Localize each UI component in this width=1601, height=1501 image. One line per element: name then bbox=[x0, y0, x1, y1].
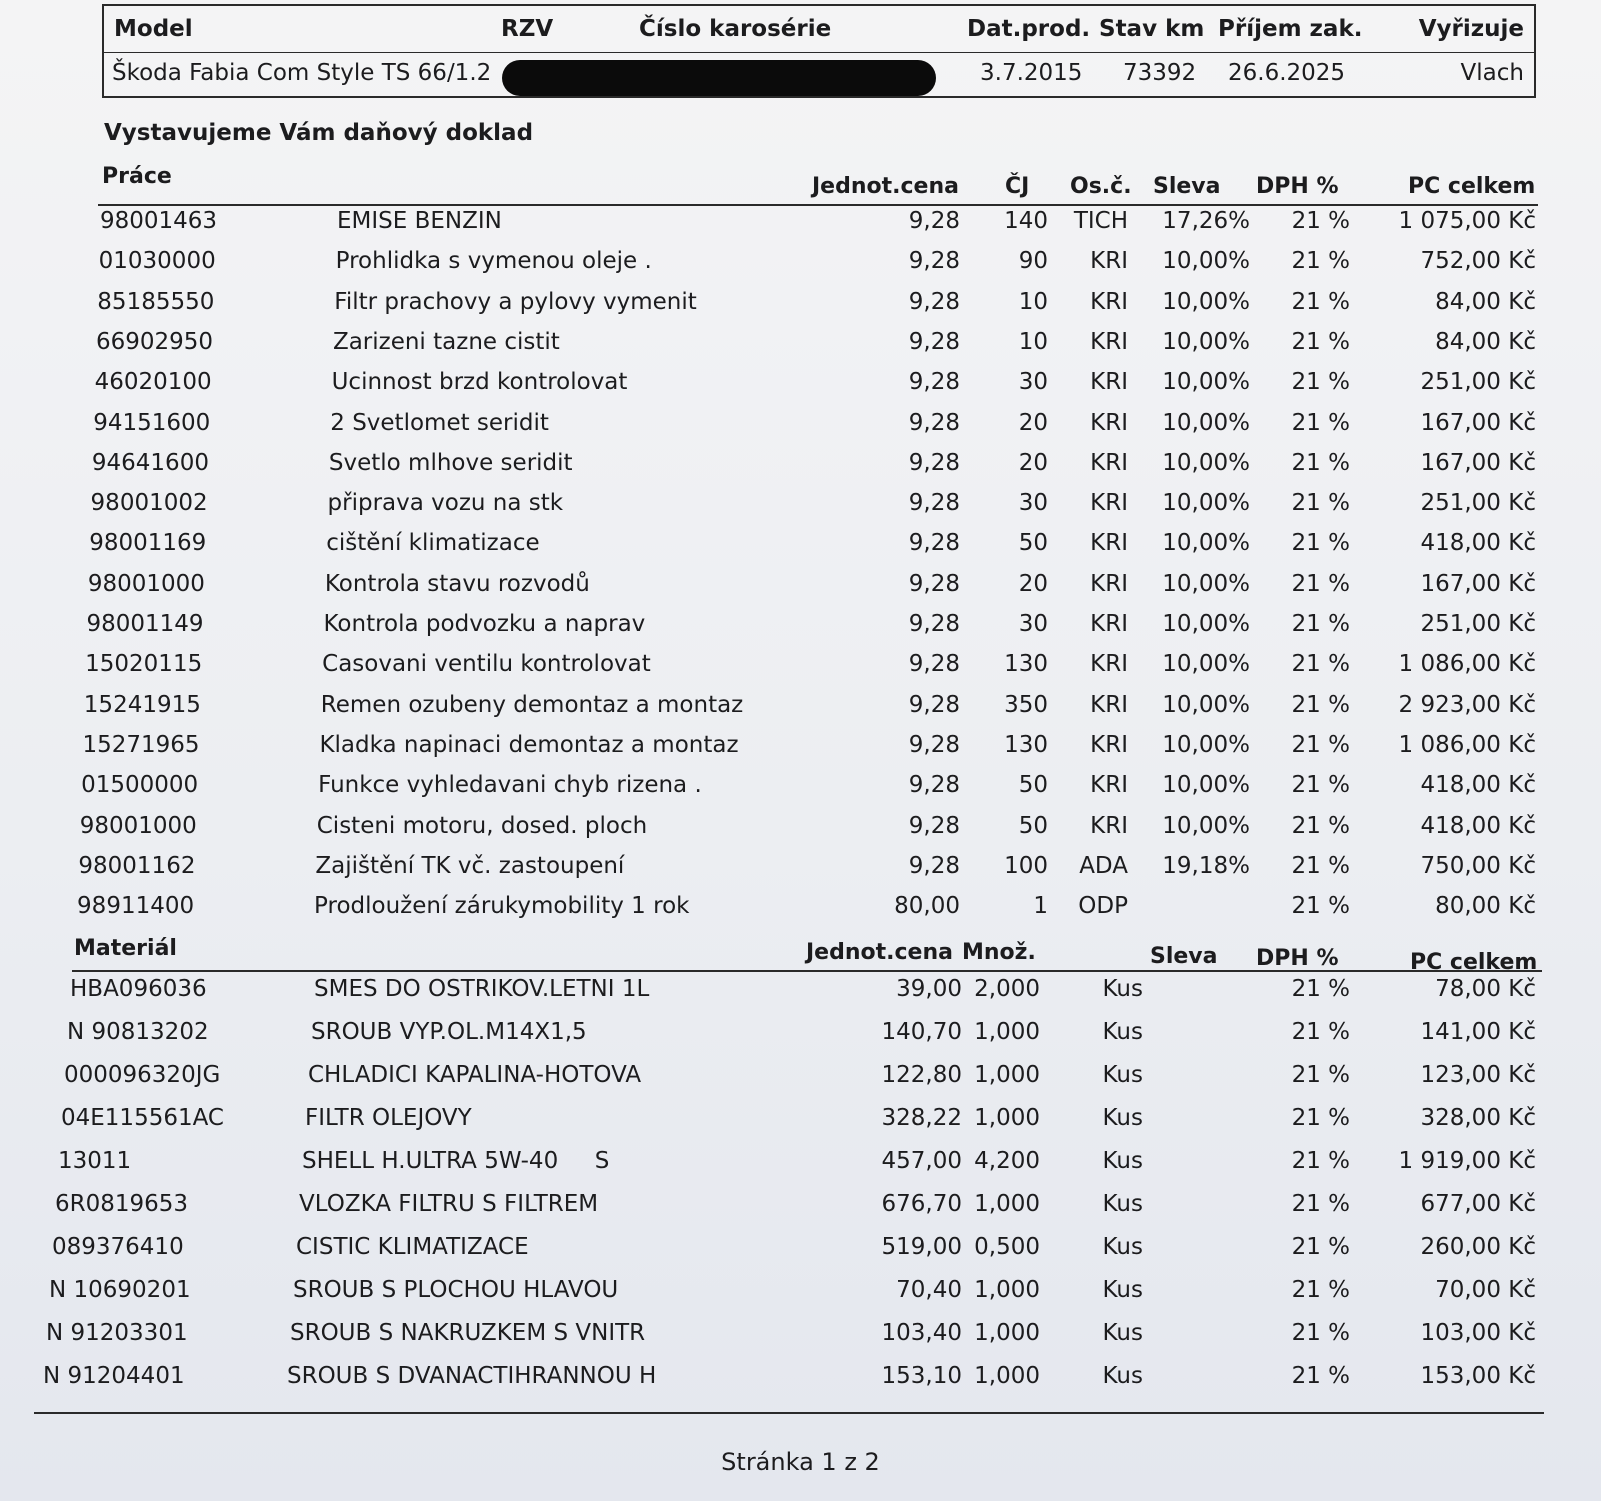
work-unit-price: 9,28 bbox=[908, 651, 960, 678]
material-code: 089376410 bbox=[52, 1234, 184, 1260]
work-total: 84,00 Kč bbox=[1435, 328, 1536, 355]
material-total: 260,00 Kč bbox=[1420, 1234, 1536, 1260]
material-qty: 1,000 bbox=[974, 1363, 1040, 1389]
material-description: FILTR OLEJOVY bbox=[305, 1105, 472, 1131]
work-description: Prohlidka s vymenou oleje . bbox=[335, 248, 652, 275]
work-discount: 10,00% bbox=[1162, 691, 1250, 718]
work-person: KRI bbox=[1090, 288, 1128, 315]
material-vat: 21 % bbox=[1291, 1363, 1350, 1389]
header-divider bbox=[104, 52, 1534, 53]
work-col-unit-price: Jednot.cena bbox=[812, 174, 959, 199]
label-model: Model bbox=[114, 16, 193, 42]
work-total: 418,00 Kč bbox=[1420, 772, 1536, 799]
material-vat: 21 % bbox=[1291, 1234, 1350, 1260]
work-discount: 10,00% bbox=[1162, 248, 1250, 275]
work-person: KRI bbox=[1090, 570, 1128, 597]
work-description: Kontrola podvozku a naprav bbox=[323, 611, 646, 637]
work-discount: 10,00% bbox=[1162, 369, 1250, 396]
material-vat: 21 % bbox=[1291, 1105, 1350, 1131]
work-vat: 21 % bbox=[1291, 328, 1350, 355]
work-unit-price: 9,28 bbox=[908, 731, 960, 758]
value-production-date: 3.7.2015 bbox=[980, 60, 1083, 86]
material-col-qty: Množ. bbox=[962, 940, 1036, 965]
redaction-bar bbox=[502, 60, 936, 96]
work-person: KRI bbox=[1090, 772, 1128, 799]
material-qty: 1,000 bbox=[974, 1019, 1040, 1045]
work-total: 1 075,00 Kč bbox=[1398, 208, 1536, 234]
material-qty: 1,000 bbox=[974, 1105, 1040, 1131]
work-discount: 19,18% bbox=[1162, 852, 1250, 879]
work-code: 15020115 bbox=[85, 651, 203, 678]
material-description: VLOZKA FILTRU S FILTREM bbox=[299, 1191, 599, 1217]
material-vat: 21 % bbox=[1291, 1148, 1350, 1174]
work-unit-price: 9,28 bbox=[908, 208, 960, 234]
work-total: 251,00 Kč bbox=[1420, 611, 1536, 637]
table-row bbox=[67, 1019, 1540, 1057]
material-unit-price: 153,10 bbox=[881, 1363, 962, 1389]
label-mileage: Stav km bbox=[1099, 16, 1205, 42]
table-row bbox=[89, 530, 1540, 568]
work-unit-price: 9,28 bbox=[908, 248, 960, 275]
label-intake: Příjem zak. bbox=[1218, 16, 1363, 42]
work-discount: 10,00% bbox=[1162, 490, 1250, 517]
work-unit-price: 9,28 bbox=[908, 328, 960, 355]
work-total: 418,00 Kč bbox=[1420, 812, 1536, 839]
page-number: Stránka 1 z 2 bbox=[721, 1448, 880, 1476]
material-total: 123,00 Kč bbox=[1420, 1062, 1536, 1088]
material-col-discount: Sleva bbox=[1150, 944, 1218, 969]
work-cj: 350 bbox=[1004, 691, 1048, 718]
value-mileage: 73392 bbox=[1123, 60, 1197, 86]
work-description: 2 Svetlomet seridit bbox=[330, 409, 549, 436]
work-cj: 50 bbox=[1018, 772, 1048, 799]
material-code: N 90813202 bbox=[67, 1019, 209, 1045]
work-vat: 21 % bbox=[1291, 530, 1350, 557]
table-row bbox=[96, 329, 1540, 367]
table-row bbox=[43, 1363, 1540, 1401]
work-unit-price: 9,28 bbox=[908, 772, 960, 799]
work-vat: 21 % bbox=[1291, 812, 1350, 839]
material-description: SMES DO OSTRIKOV.LETNI 1L bbox=[314, 976, 650, 1002]
work-person: KRI bbox=[1090, 449, 1128, 476]
work-code: 94641600 bbox=[91, 449, 209, 476]
work-cj: 30 bbox=[1018, 611, 1048, 637]
work-cj: 50 bbox=[1018, 812, 1048, 839]
value-model: Škoda Fabia Com Style TS 66/1.2 bbox=[112, 60, 492, 86]
work-total: 1 086,00 Kč bbox=[1398, 731, 1536, 758]
material-vat: 21 % bbox=[1291, 1019, 1350, 1045]
work-vat: 21 % bbox=[1291, 570, 1350, 597]
material-code: 000096320JG bbox=[64, 1062, 221, 1088]
material-description: CHLADICI KAPALINA-HOTOVA bbox=[308, 1062, 642, 1088]
table-row bbox=[88, 571, 1540, 609]
work-code: 98001149 bbox=[86, 611, 204, 637]
work-description: Zajištění TK vč. zastoupení bbox=[315, 852, 625, 879]
table-row bbox=[80, 813, 1540, 851]
material-col-unit-price: Jednot.cena bbox=[806, 940, 953, 965]
material-description: SROUB S DVANACTIHRANNOU H bbox=[287, 1363, 657, 1389]
work-total: 167,00 Kč bbox=[1420, 409, 1536, 436]
work-discount: 10,00% bbox=[1162, 772, 1250, 799]
table-row bbox=[85, 651, 1540, 689]
work-code: 15271965 bbox=[82, 731, 200, 758]
work-code: 01030000 bbox=[98, 248, 216, 275]
work-col-cj: ČJ bbox=[1005, 174, 1030, 199]
work-person: KRI bbox=[1090, 691, 1128, 718]
material-qty: 1,000 bbox=[974, 1062, 1040, 1088]
table-row bbox=[81, 772, 1540, 810]
work-person: ADA bbox=[1079, 852, 1128, 879]
work-unit-price: 9,28 bbox=[908, 812, 960, 839]
material-unit-price: 70,40 bbox=[896, 1277, 962, 1303]
work-vat: 21 % bbox=[1291, 288, 1350, 315]
work-person: KRI bbox=[1090, 812, 1128, 839]
work-total: 1 086,00 Kč bbox=[1398, 651, 1536, 678]
work-code: 98001162 bbox=[78, 852, 196, 879]
work-person: KRI bbox=[1090, 731, 1128, 758]
work-discount: 10,00% bbox=[1162, 288, 1250, 315]
material-code: N 10690201 bbox=[49, 1277, 191, 1303]
material-total: 677,00 Kč bbox=[1420, 1191, 1536, 1217]
value-handler: Vlach bbox=[1460, 60, 1524, 86]
work-code: 98911400 bbox=[77, 893, 195, 920]
work-cj: 30 bbox=[1018, 369, 1048, 396]
material-unit-price: 676,70 bbox=[881, 1191, 962, 1217]
work-col-total: PC celkem bbox=[1408, 174, 1536, 199]
table-row bbox=[91, 490, 1540, 528]
table-row bbox=[64, 1062, 1540, 1100]
work-total: 2 923,00 Kč bbox=[1398, 691, 1536, 718]
work-description: Remen ozubeny demontaz a montaz bbox=[320, 691, 744, 718]
work-unit-price: 9,28 bbox=[908, 570, 960, 597]
material-total: 78,00 Kč bbox=[1435, 976, 1536, 1002]
work-total: 80,00 Kč bbox=[1435, 893, 1536, 920]
work-discount: 10,00% bbox=[1162, 409, 1250, 436]
table-row bbox=[97, 289, 1540, 327]
material-code: N 91204401 bbox=[43, 1363, 185, 1389]
material-col-vat: DPH % bbox=[1256, 946, 1339, 971]
table-row bbox=[93, 410, 1540, 448]
material-unit: Kus bbox=[1102, 1277, 1143, 1303]
material-vat: 21 % bbox=[1291, 1191, 1350, 1217]
work-code: 94151600 bbox=[93, 409, 211, 436]
label-body-number: Číslo karosérie bbox=[639, 16, 832, 42]
work-description: Kontrola stavu rozvodů bbox=[324, 570, 590, 597]
work-cj: 50 bbox=[1018, 530, 1048, 557]
table-row bbox=[77, 893, 1540, 931]
material-unit: Kus bbox=[1102, 1105, 1143, 1131]
work-person: ODP bbox=[1078, 893, 1128, 920]
vehicle-header-box bbox=[102, 4, 1536, 98]
material-qty: 1,000 bbox=[974, 1320, 1040, 1346]
work-unit-price: 9,28 bbox=[908, 369, 960, 396]
material-total: 103,00 Kč bbox=[1420, 1320, 1536, 1346]
work-discount: 10,00% bbox=[1162, 651, 1250, 678]
work-discount: 10,00% bbox=[1162, 328, 1250, 355]
material-unit-price: 122,80 bbox=[881, 1062, 962, 1088]
work-description: Filtr prachovy a pylovy vymenit bbox=[334, 288, 697, 315]
work-cj: 20 bbox=[1018, 409, 1048, 436]
material-unit: Kus bbox=[1102, 976, 1143, 1002]
material-unit-price: 457,00 bbox=[881, 1148, 962, 1174]
work-vat: 21 % bbox=[1291, 772, 1350, 799]
material-qty: 1,000 bbox=[974, 1191, 1040, 1217]
work-person: KRI bbox=[1090, 530, 1128, 557]
work-unit-price: 9,28 bbox=[908, 691, 960, 718]
work-description: EMISE BENZIN bbox=[337, 208, 502, 234]
work-cj: 1 bbox=[1033, 893, 1048, 920]
work-col-person: Os.č. bbox=[1070, 174, 1132, 199]
work-cj: 140 bbox=[1004, 208, 1048, 234]
work-cj: 90 bbox=[1018, 248, 1048, 275]
material-code: 13011 bbox=[58, 1148, 132, 1174]
material-description: SROUB VYP.OL.M14X1,5 bbox=[311, 1019, 587, 1045]
work-cj: 100 bbox=[1004, 852, 1048, 879]
table-row bbox=[95, 369, 1540, 407]
work-vat: 21 % bbox=[1291, 369, 1350, 396]
table-row bbox=[61, 1105, 1540, 1143]
material-unit: Kus bbox=[1102, 1191, 1143, 1217]
work-vat: 21 % bbox=[1291, 611, 1350, 637]
material-total: 70,00 Kč bbox=[1435, 1277, 1536, 1303]
material-unit: Kus bbox=[1102, 1019, 1143, 1045]
work-discount: 10,00% bbox=[1162, 611, 1250, 637]
work-col-vat: DPH % bbox=[1256, 174, 1339, 199]
document-title: Vystavujeme Vám daňový doklad bbox=[104, 120, 534, 146]
work-code: 85185550 bbox=[97, 288, 215, 315]
work-unit-price: 9,28 bbox=[908, 449, 960, 476]
material-qty: 2,000 bbox=[974, 976, 1040, 1002]
work-discount: 17,26% bbox=[1162, 208, 1250, 234]
work-person: TICH bbox=[1073, 208, 1128, 234]
work-total: 418,00 Kč bbox=[1420, 530, 1536, 557]
work-description: Cisteni motoru, dosed. ploch bbox=[316, 812, 648, 839]
work-total: 167,00 Kč bbox=[1420, 570, 1536, 597]
work-description: Ucinnost brzd kontrolovat bbox=[331, 369, 628, 396]
work-person: KRI bbox=[1090, 328, 1128, 355]
material-vat: 21 % bbox=[1291, 1320, 1350, 1346]
work-unit-price: 9,28 bbox=[908, 409, 960, 436]
material-code: 6R0819653 bbox=[55, 1191, 189, 1217]
value-intake: 26.6.2025 bbox=[1228, 60, 1346, 86]
material-qty: 0,500 bbox=[974, 1234, 1040, 1260]
work-total: 752,00 Kč bbox=[1420, 248, 1536, 275]
material-vat: 21 % bbox=[1291, 1277, 1350, 1303]
work-cj: 10 bbox=[1018, 288, 1048, 315]
work-code: 98001000 bbox=[79, 812, 197, 839]
table-row bbox=[46, 1320, 1540, 1358]
work-unit-price: 80,00 bbox=[894, 893, 960, 920]
work-description: Casovani ventilu kontrolovat bbox=[322, 651, 651, 678]
material-code: N 91203301 bbox=[46, 1320, 188, 1346]
work-discount: 10,00% bbox=[1162, 449, 1250, 476]
work-code: 98001463 bbox=[100, 208, 218, 234]
work-col-discount: Sleva bbox=[1153, 174, 1221, 199]
material-code: 04E115561AC bbox=[61, 1105, 224, 1131]
work-total: 251,00 Kč bbox=[1420, 490, 1536, 517]
material-code: HBA096036 bbox=[70, 976, 207, 1002]
work-cj: 30 bbox=[1018, 490, 1048, 517]
material-vat: 21 % bbox=[1291, 1062, 1350, 1088]
work-code: 98001169 bbox=[89, 530, 207, 557]
work-person: KRI bbox=[1090, 651, 1128, 678]
material-unit-price: 519,00 bbox=[881, 1234, 962, 1260]
work-vat: 21 % bbox=[1291, 449, 1350, 476]
work-discount: 10,00% bbox=[1162, 812, 1250, 839]
material-unit-price: 328,22 bbox=[881, 1105, 962, 1131]
table-row bbox=[78, 853, 1540, 891]
material-total: 141,00 Kč bbox=[1420, 1019, 1536, 1045]
work-header-rule bbox=[98, 204, 1538, 206]
table-row bbox=[99, 248, 1540, 286]
work-unit-price: 9,28 bbox=[908, 852, 960, 879]
material-total: 328,00 Kč bbox=[1420, 1105, 1536, 1131]
material-vat: 21 % bbox=[1291, 976, 1350, 1002]
work-description: cištění klimatizace bbox=[326, 530, 540, 557]
material-section-label: Materiál bbox=[74, 936, 177, 961]
work-total: 750,00 Kč bbox=[1420, 852, 1536, 879]
work-unit-price: 9,28 bbox=[908, 611, 960, 637]
work-total: 167,00 Kč bbox=[1420, 449, 1536, 476]
work-total: 84,00 Kč bbox=[1435, 288, 1536, 315]
material-unit-price: 103,40 bbox=[881, 1320, 962, 1346]
work-vat: 21 % bbox=[1291, 409, 1350, 436]
table-row bbox=[70, 976, 1540, 1014]
material-description: CISTIC KLIMATIZACE bbox=[296, 1234, 529, 1260]
material-unit: Kus bbox=[1102, 1148, 1143, 1174]
material-total: 1 919,00 Kč bbox=[1398, 1148, 1536, 1174]
work-vat: 21 % bbox=[1291, 852, 1350, 879]
work-vat: 21 % bbox=[1291, 490, 1350, 517]
table-row bbox=[58, 1148, 1540, 1186]
work-unit-price: 9,28 bbox=[908, 490, 960, 517]
work-cj: 130 bbox=[1004, 731, 1048, 758]
table-row bbox=[82, 732, 1540, 770]
work-code: 01500000 bbox=[81, 772, 199, 799]
work-code: 46020100 bbox=[94, 369, 212, 396]
label-rzv: RZV bbox=[501, 16, 554, 42]
work-unit-price: 9,28 bbox=[908, 288, 960, 315]
material-qty: 1,000 bbox=[974, 1277, 1040, 1303]
material-header-rule bbox=[72, 970, 1542, 972]
material-unit: Kus bbox=[1102, 1062, 1143, 1088]
work-total: 251,00 Kč bbox=[1420, 369, 1536, 396]
work-vat: 21 % bbox=[1291, 651, 1350, 678]
material-description: SHELL H.ULTRA 5W-40 S bbox=[302, 1148, 610, 1174]
work-person: KRI bbox=[1090, 248, 1128, 275]
work-cj: 20 bbox=[1018, 449, 1048, 476]
material-total: 153,00 Kč bbox=[1420, 1363, 1536, 1389]
work-discount: 10,00% bbox=[1162, 530, 1250, 557]
material-unit-price: 140,70 bbox=[881, 1019, 962, 1045]
material-description: SROUB S NAKRUZKEM S VNITR bbox=[290, 1320, 646, 1346]
work-code: 66902950 bbox=[95, 328, 214, 355]
work-code: 15241915 bbox=[83, 691, 201, 718]
work-description: Prodloužení zárukymobility 1 rok bbox=[314, 893, 690, 920]
table-row bbox=[55, 1191, 1540, 1229]
material-unit: Kus bbox=[1102, 1234, 1143, 1260]
work-vat: 21 % bbox=[1291, 893, 1350, 920]
work-person: KRI bbox=[1090, 611, 1128, 637]
work-person: KRI bbox=[1090, 490, 1128, 517]
work-section-label: Práce bbox=[102, 164, 172, 189]
work-vat: 21 % bbox=[1291, 248, 1350, 275]
work-description: Svetlo mlhove seridit bbox=[328, 449, 573, 476]
work-vat: 21 % bbox=[1291, 691, 1350, 718]
material-unit-price: 39,00 bbox=[896, 976, 962, 1002]
table-row bbox=[84, 692, 1540, 730]
label-handler: Vyřizuje bbox=[1418, 16, 1524, 42]
work-description: Zarizeni tazne cistit bbox=[332, 328, 560, 355]
table-row bbox=[52, 1234, 1540, 1272]
table-row bbox=[87, 611, 1541, 649]
work-cj: 10 bbox=[1018, 328, 1048, 355]
table-row bbox=[100, 208, 1540, 246]
label-production-date: Dat.prod. bbox=[967, 16, 1091, 42]
table-row bbox=[49, 1277, 1540, 1315]
work-unit-price: 9,28 bbox=[908, 530, 960, 557]
work-discount: 10,00% bbox=[1162, 731, 1250, 758]
material-unit: Kus bbox=[1102, 1363, 1143, 1389]
work-person: KRI bbox=[1090, 409, 1128, 436]
material-unit: Kus bbox=[1102, 1320, 1143, 1346]
material-col-total: PC celkem bbox=[1410, 950, 1538, 975]
work-vat: 21 % bbox=[1291, 208, 1350, 234]
table-row bbox=[92, 450, 1540, 488]
work-discount: 10,00% bbox=[1162, 570, 1250, 597]
work-vat: 21 % bbox=[1291, 731, 1350, 758]
bottom-rule bbox=[34, 1412, 1544, 1414]
work-description: připrava vozu na stk bbox=[327, 490, 564, 517]
material-description: SROUB S PLOCHOU HLAVOU bbox=[293, 1277, 619, 1303]
work-person: KRI bbox=[1090, 369, 1128, 396]
work-cj: 20 bbox=[1018, 570, 1048, 597]
work-code: 98001000 bbox=[87, 570, 205, 597]
work-description: Funkce vyhledavani chyb rizena . bbox=[318, 772, 702, 799]
material-qty: 4,200 bbox=[974, 1148, 1040, 1174]
work-description: Kladka napinaci demontaz a montaz bbox=[319, 731, 739, 758]
work-cj: 130 bbox=[1004, 651, 1048, 678]
work-code: 98001002 bbox=[90, 490, 208, 517]
